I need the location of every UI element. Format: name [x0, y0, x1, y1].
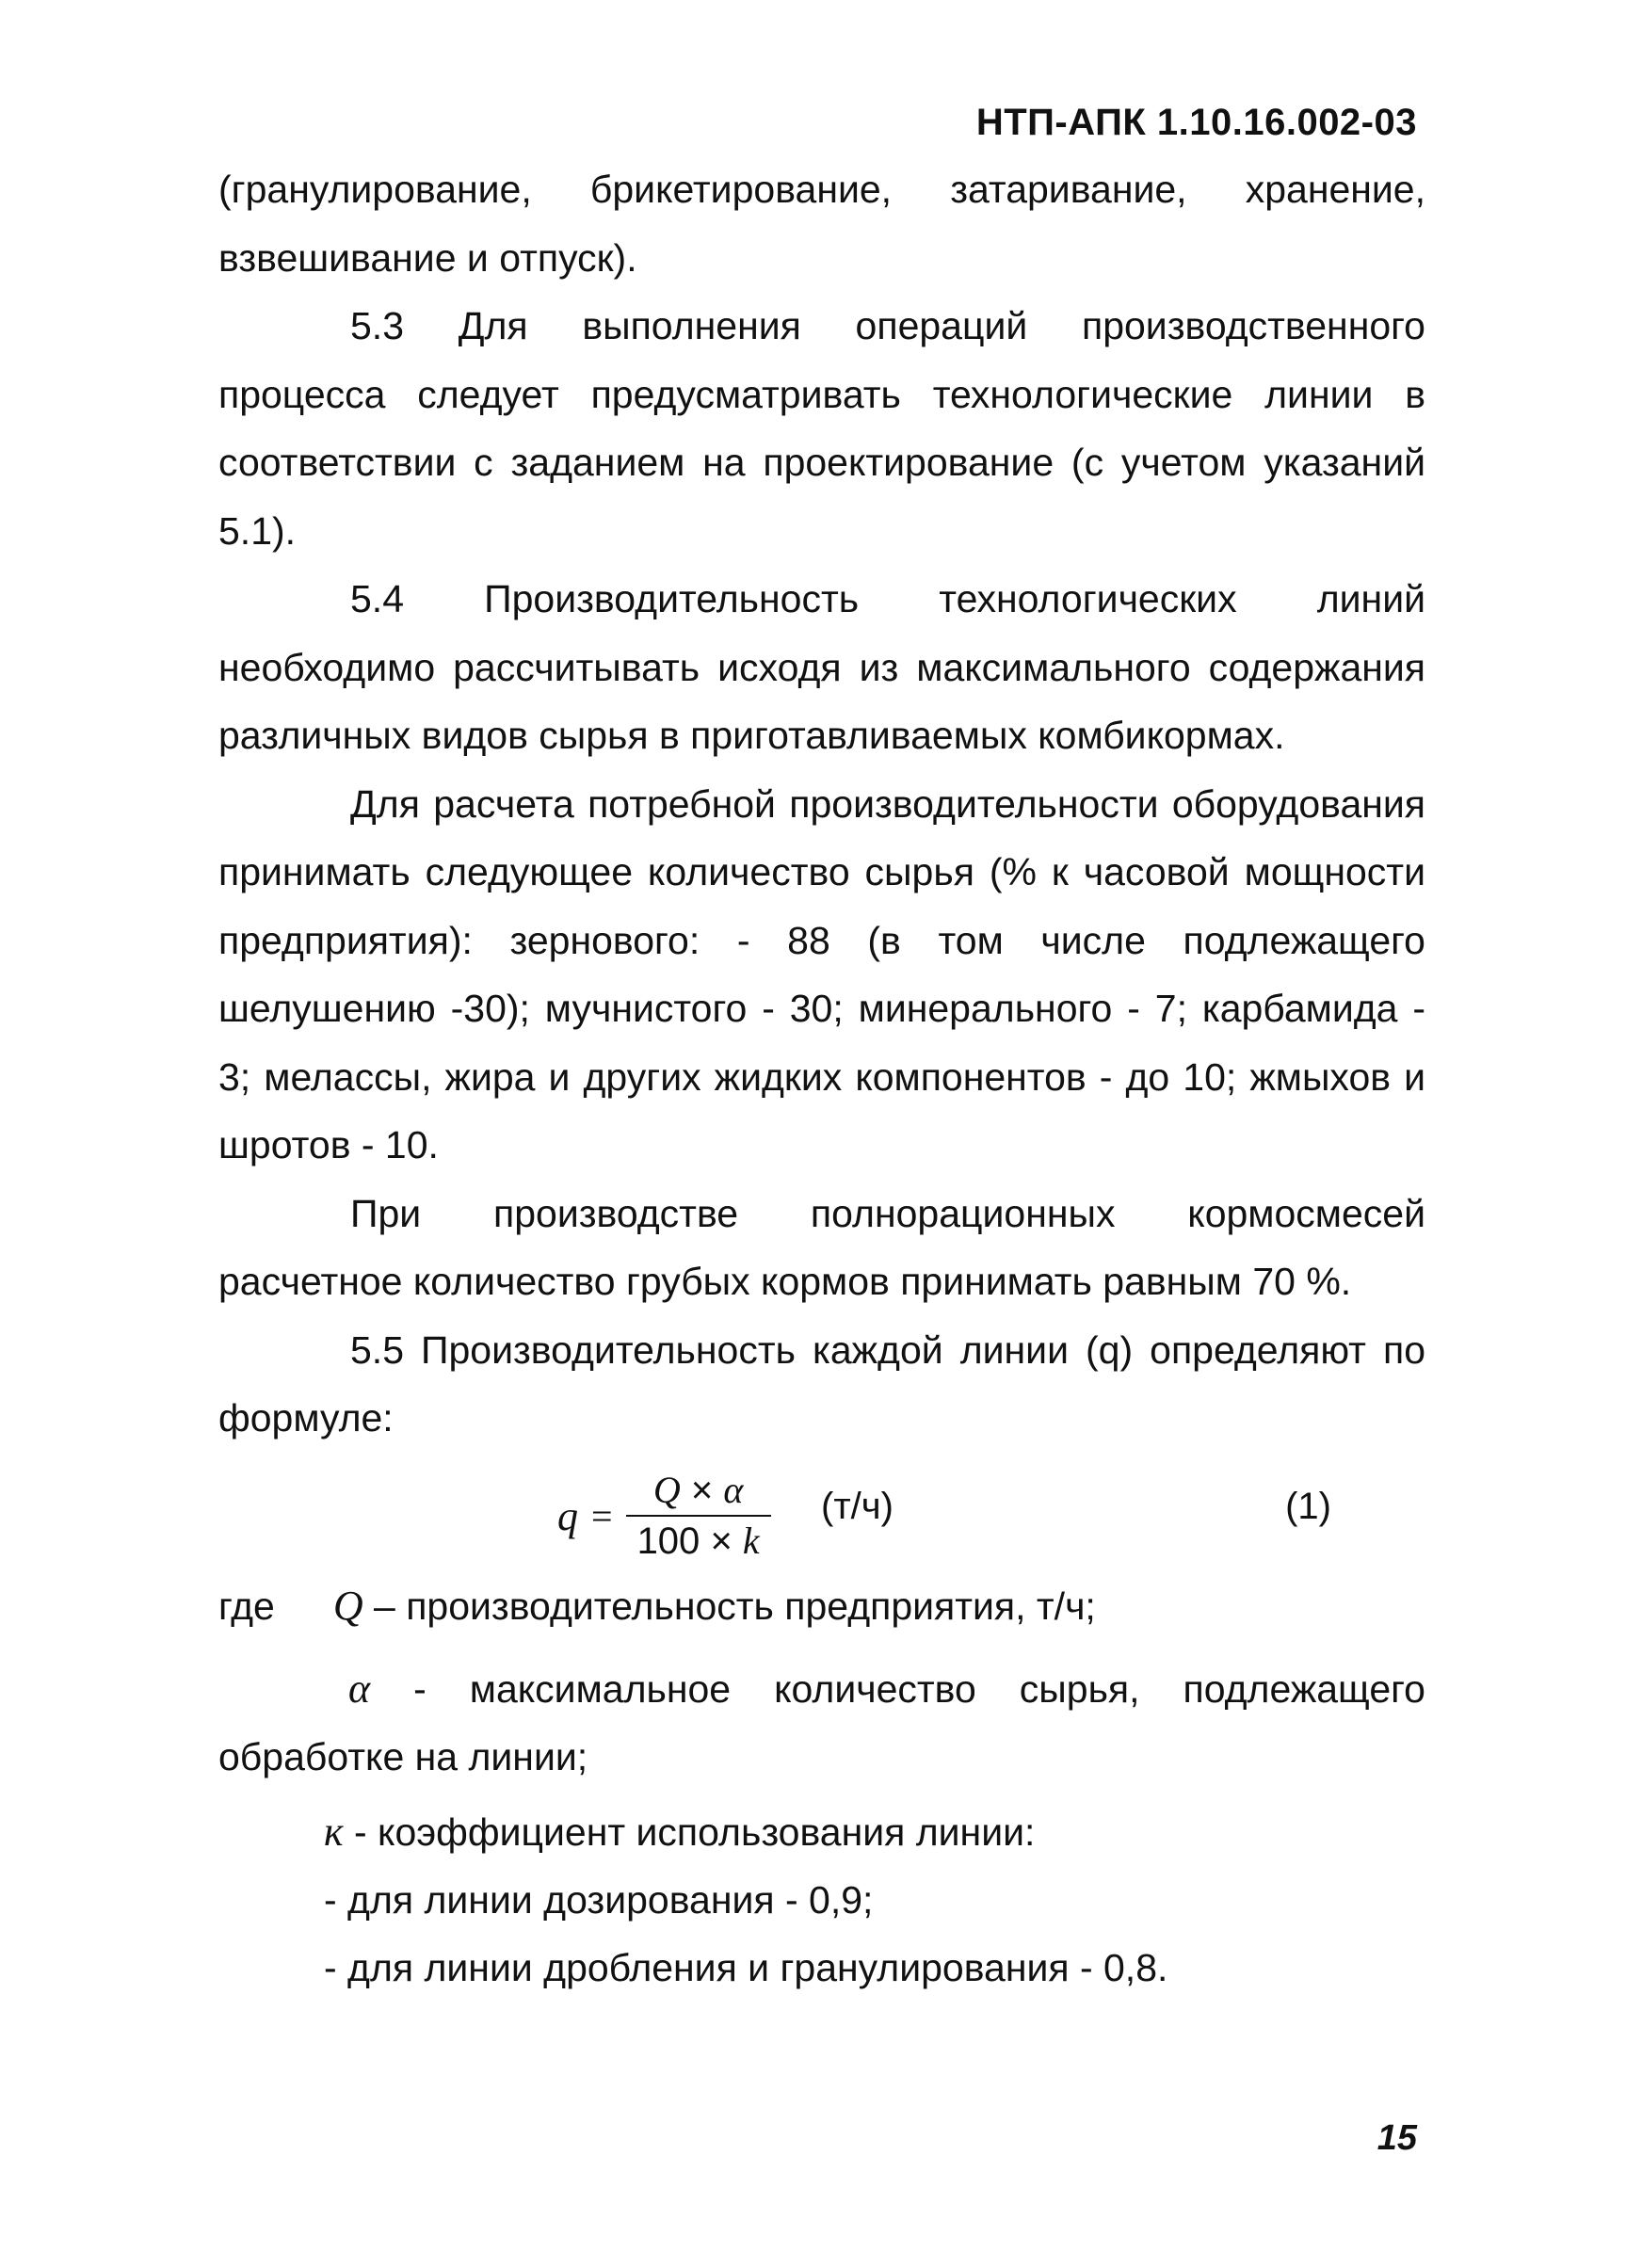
paragraph-coarse-feed: При производстве полнорационных кормосмесей расчетное количество грубых кормов принимать равным 70 %. [218, 1191, 1425, 1303]
paragraph-raw-material-quantities: Для расчета потребной производительности оборудования принимать следующее количество сырья (% к часовой мощности предприятия): зернового: - 88 (в том числе подлежащего шелушению -30); мучнистого - 30; минерального - 7; карбамида - 3; мелассы, жира и других жидких компонентов - до 10; жмыхов и шротов - 10. [218, 781, 1425, 1166]
body-text-block [218, 155, 1425, 1453]
formula-unit: (т/ч) [821, 1486, 893, 1527]
formula-lhs: q [557, 1492, 578, 1539]
symbol-alpha: α [348, 1665, 371, 1712]
paragraph-5-3: 5.3 Для выполнения операций производственного процесса следует предусматривать технологические линии в соответствии с заданием на проектирование (с учетом указаний 5.1). [218, 304, 1425, 553]
formula-numerator-q: Q [652, 1469, 681, 1511]
definition-k-text: - коэффициент использования линии: [354, 1810, 1036, 1854]
formula-denominator-100: 100 [636, 1520, 700, 1562]
formula-row [218, 1450, 1425, 1582]
definition-q-text: – производительность предприятия, т/ч; [374, 1584, 1096, 1628]
formula-numerator [642, 1466, 755, 1515]
formula-number: (1) [1285, 1486, 1331, 1527]
paragraph-continuation: (гранулирование, брикетирование, затаривание, хранение, взвешивание и отпуск). [218, 168, 1425, 280]
coefficient-crushing: - для линии дробления и гранулирования - 0,8. [324, 1946, 1168, 1989]
paragraph-5-4: 5.4 Производительность технологических линий необходимо рассчитывать исходя из максимального содержания различных видов сырья в приготавливаемых комбикормах. [218, 577, 1425, 757]
definition-k [324, 1798, 1035, 1866]
formula-denominator [626, 1517, 771, 1566]
formula-fraction [626, 1466, 771, 1566]
paragraph-5-5: 5.5 Производительность каждой линии (q) определяют по формуле: [218, 1327, 1425, 1440]
formula-equals: = [591, 1494, 613, 1537]
where-label: где [218, 1584, 275, 1628]
formula-1 [557, 1450, 771, 1582]
document-code: НТП-АПК 1.10.16.002-03 [975, 102, 1417, 143]
symbol-q: Q [332, 1583, 363, 1629]
coefficient-dosing: - для линии дозирования - 0,9; [324, 1878, 874, 1922]
symbol-k: к [324, 1809, 344, 1855]
formula-denominator-times: × [710, 1520, 733, 1562]
definition-alpha-text: - максимальное количество сырья, подлежащего обработке на линии; [218, 1667, 1425, 1778]
definition-q [218, 1572, 1096, 1640]
formula-numerator-alpha: α [723, 1469, 744, 1511]
formula-numerator-times: × [690, 1470, 714, 1511]
formula-denominator-k: k [742, 1520, 760, 1562]
definition-alpha [218, 1655, 1425, 1791]
page-number: 15 [1376, 2118, 1417, 2158]
